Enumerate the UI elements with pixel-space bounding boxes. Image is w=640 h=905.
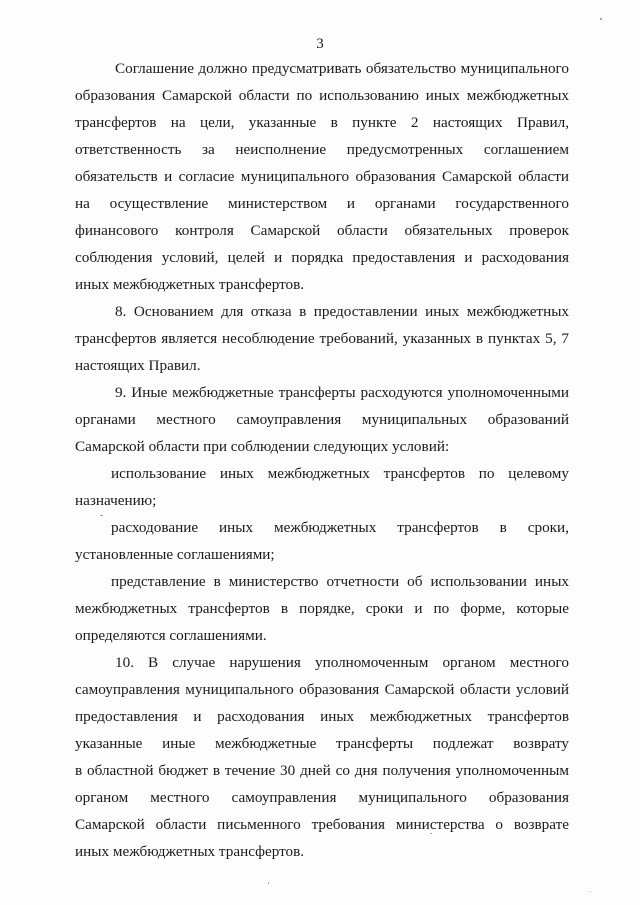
text-line: образования Самарской области по использованию иных межбюджетных bbox=[75, 87, 569, 104]
text-line: органами местного самоуправления муниципальных образований bbox=[75, 411, 569, 428]
text-line: обязательств и согласие муниципального образования Самарской области bbox=[75, 168, 569, 185]
page-number: 3 bbox=[316, 36, 324, 52]
scan-speck bbox=[600, 18, 602, 20]
text-line: на осуществление министерством и органами государственного bbox=[75, 195, 569, 212]
text-line: иных межбюджетных трансфертов. bbox=[75, 843, 305, 860]
scan-speck bbox=[268, 882, 269, 884]
text-line: Самарской области письменного требования министерства о возврате bbox=[75, 816, 569, 833]
text-line: определяются соглашениями. bbox=[75, 627, 267, 644]
scan-speck bbox=[590, 891, 591, 892]
text-line: финансового контроля Самарской области обязательных проверок bbox=[75, 222, 569, 239]
text-line: иных межбюджетных трансфертов. bbox=[75, 276, 305, 293]
text-line: настоящих Правил. bbox=[75, 357, 201, 374]
text-line: расходование иных межбюджетных трансфертов в сроки, bbox=[111, 519, 569, 536]
scan-speck bbox=[430, 833, 432, 834]
text-line: в областной бюджет в течение 30 дней со дня получения уполномоченным bbox=[75, 762, 569, 779]
text-line: представление в министерство отчетности об использовании иных bbox=[111, 573, 569, 590]
text-line: Самарской области при соблюдении следующих условий: bbox=[75, 438, 450, 455]
text-line: соблюдения условий, целей и порядка предоставления и расходования bbox=[75, 249, 569, 266]
text-line: установленные соглашениями; bbox=[75, 546, 275, 563]
text-line: 9. Иные межбюджетные трансферты расходуются уполномоченными bbox=[115, 384, 569, 401]
scan-speck bbox=[100, 515, 103, 516]
text-line: использование иных межбюджетных трансфертов по целевому bbox=[111, 465, 569, 482]
text-line: Соглашение должно предусматривать обязательство муниципального bbox=[115, 60, 569, 77]
text-line: предоставления и расходования иных межбюджетных трансфертов bbox=[75, 708, 569, 725]
text-line: указанные иные межбюджетные трансферты подлежат возврату bbox=[75, 735, 569, 752]
text-line: межбюджетных трансфертов в порядке, сроки и по форме, которые bbox=[75, 600, 569, 617]
text-line: назначению; bbox=[75, 492, 157, 509]
text-line: самоуправления муниципального образования Самарской области условий bbox=[75, 681, 569, 698]
text-line: ответственность за неисполнение предусмотренных соглашением bbox=[75, 141, 569, 158]
text-line: органом местного самоуправления муниципального образования bbox=[75, 789, 569, 806]
text-line: трансфертов является несоблюдение требований, указанных в пунктах 5, 7 bbox=[75, 330, 569, 347]
text-line: 8. Основанием для отказа в предоставлении иных межбюджетных bbox=[115, 303, 569, 320]
text-line: трансфертов на цели, указанные в пункте 2 настоящих Правил, bbox=[75, 114, 569, 131]
text-line: 10. В случае нарушения уполномоченным органом местного bbox=[115, 654, 569, 671]
